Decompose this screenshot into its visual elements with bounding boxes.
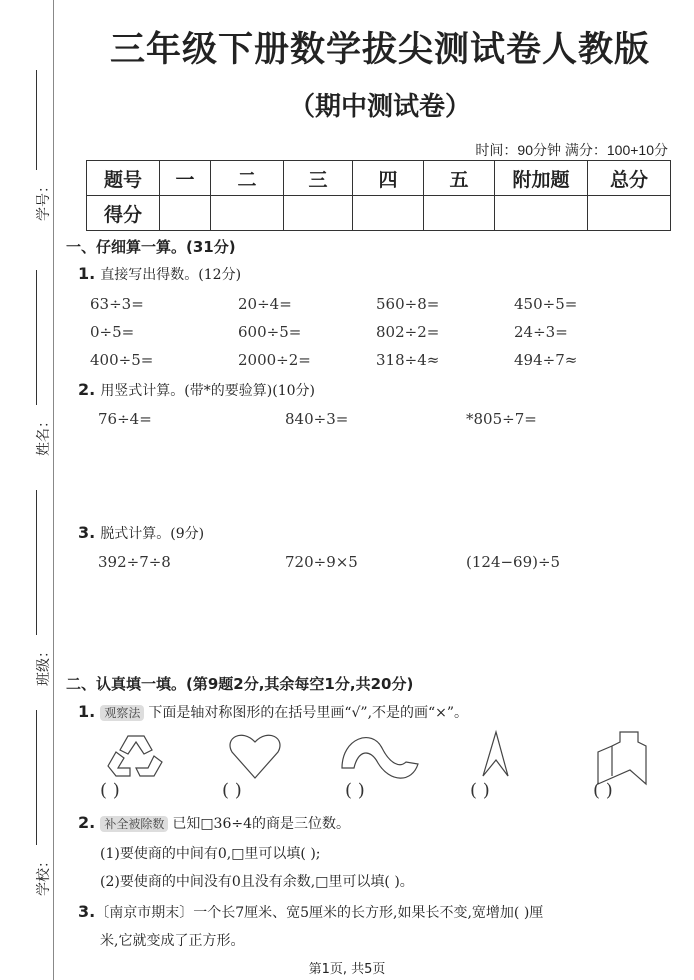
- expression: 494÷7≈: [514, 351, 578, 369]
- expression: 400÷5=: [90, 351, 154, 369]
- expression: 24÷3=: [514, 323, 568, 341]
- score-cell[interactable]: [211, 196, 284, 231]
- name-line: [36, 270, 37, 405]
- student-id-label: 学号：: [36, 179, 52, 221]
- wave-shape-icon: [342, 738, 418, 779]
- header-cell: 题号: [87, 161, 160, 196]
- exam-meta: 时间：90分钟 满分：100+10分: [475, 142, 668, 158]
- expression: 450÷5=: [514, 295, 578, 313]
- expression: 840÷3=: [285, 410, 349, 428]
- answer-blank[interactable]: ( ): [593, 780, 613, 801]
- sub-question: (2)要使商的中间没有0且没有余数,□里可以填( )。: [100, 874, 414, 890]
- answer-blank[interactable]: ( ): [470, 780, 490, 801]
- method-tag: 观察法: [100, 705, 144, 721]
- arrow-shape-icon: [483, 732, 508, 776]
- expression: *805÷7=: [466, 410, 537, 428]
- header-cell: 五: [424, 161, 495, 196]
- expression: 76÷4=: [98, 410, 152, 428]
- sub-question: (1)要使商的中间有0,□里可以填( );: [100, 846, 321, 862]
- s1-q3: [78, 523, 204, 543]
- expression: 600÷5=: [238, 323, 302, 341]
- house-shape-icon: [598, 732, 646, 784]
- section2-heading: 二、认真填一填。(第9题2分,其余每空1分,共20分): [66, 675, 414, 693]
- question-number: 3.: [78, 902, 96, 921]
- score-cell[interactable]: [353, 196, 424, 231]
- score-cell[interactable]: [495, 196, 588, 231]
- figures: [100, 728, 660, 786]
- score-cell[interactable]: [160, 196, 211, 231]
- question-number: 3.: [78, 523, 96, 542]
- question-text: 脱式计算。(9分): [100, 526, 205, 542]
- method-tag: 补全被除数: [100, 816, 168, 832]
- question-text: 直接写出得数。(12分): [100, 267, 242, 283]
- score-row-label: 得分: [87, 196, 160, 231]
- school-label: 学校：: [36, 854, 52, 896]
- header-cell: 附加题: [495, 161, 588, 196]
- question-text: 米,它就变成了正方形。: [100, 933, 245, 949]
- question-number: 1.: [78, 702, 96, 721]
- s2-q1: [78, 702, 468, 722]
- expression: (124−69)÷5: [466, 553, 561, 571]
- answer-blank[interactable]: ( ): [222, 780, 242, 801]
- page-title: 三年级下册数学拔尖测试卷人教版: [109, 30, 650, 70]
- header-cell: 总分: [588, 161, 671, 196]
- score-table: [86, 160, 671, 231]
- header-cell: 二: [211, 161, 284, 196]
- score-cell[interactable]: [588, 196, 671, 231]
- page-footer: 第1页, 共5页: [308, 962, 386, 977]
- s2-q2: [78, 813, 350, 833]
- score-cell[interactable]: [424, 196, 495, 231]
- question-text: 已知□36÷4的商是三位数。: [172, 816, 351, 832]
- s2-q3: [78, 902, 543, 922]
- expression: 2000÷2=: [238, 351, 311, 369]
- expression: 560÷8=: [376, 295, 440, 313]
- expression: 720÷9×5: [285, 553, 358, 571]
- header-cell: 四: [353, 161, 424, 196]
- name-label: 姓名：: [36, 414, 52, 456]
- page-subtitle: （期中测试卷）: [288, 92, 471, 122]
- answer-blank[interactable]: ( ): [345, 780, 365, 801]
- expression: 392÷7÷8: [98, 553, 171, 571]
- student-id-line: [36, 70, 37, 170]
- s1-q2: [78, 380, 315, 400]
- question-text: 下面是轴对称图形的在括号里画“√”,不是的画“×”。: [148, 705, 469, 721]
- recycle-shape-icon: [108, 736, 162, 776]
- header-cell: 三: [284, 161, 353, 196]
- question-text: 〔南京市期末〕一个长7厘米、宽5厘米的长方形,如果长不变,宽增加( )厘: [95, 905, 544, 921]
- heart-shape-icon: [230, 735, 280, 778]
- question-number: 2.: [78, 813, 96, 832]
- score-cell[interactable]: [284, 196, 353, 231]
- question-text: 用竖式计算。(带*的要验算)(10分): [100, 383, 315, 399]
- answer-blank[interactable]: ( ): [100, 780, 120, 801]
- header-cell: 一: [160, 161, 211, 196]
- expression: 63÷3=: [90, 295, 144, 313]
- question-number: 1.: [78, 264, 96, 283]
- expression: 20÷4=: [238, 295, 292, 313]
- binding-line: [53, 0, 54, 980]
- question-number: 2.: [78, 380, 96, 399]
- expression: 0÷5=: [90, 323, 135, 341]
- expression: 318÷4≈: [376, 351, 440, 369]
- class-label: 班级：: [36, 644, 52, 686]
- expression: 802÷2=: [376, 323, 440, 341]
- class-line: [36, 490, 37, 635]
- section1-heading: 一、仔细算一算。(31分): [66, 238, 236, 256]
- s1-q1: [78, 264, 241, 284]
- school-line: [36, 710, 37, 845]
